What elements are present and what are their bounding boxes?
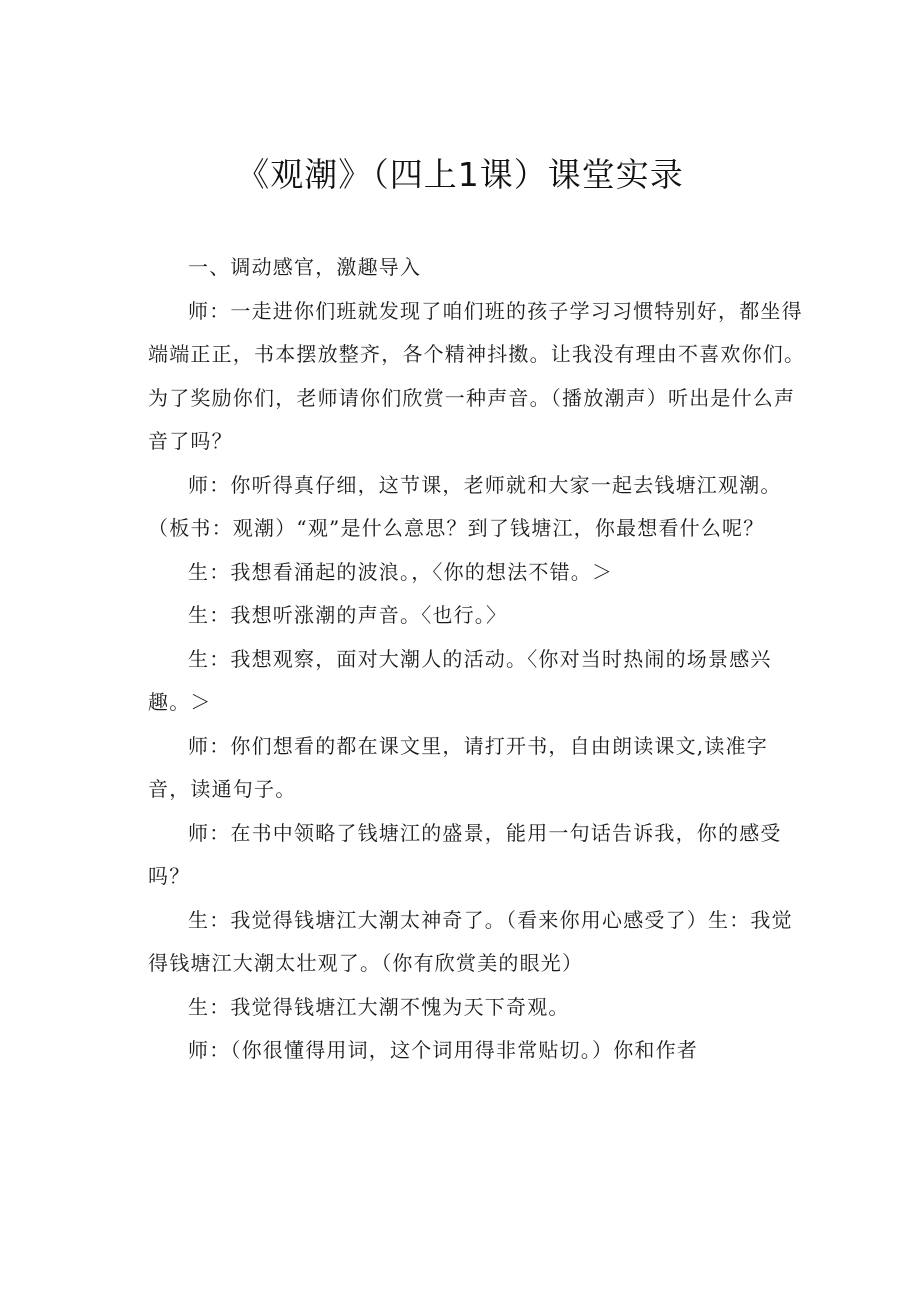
paragraph: 师：你听得真仔细，这节课，老师就和大家一起去钱塘江观潮。（板书：观潮）“观”是什么意思？到了钱塘江，你最想看什么呢？: [148, 472, 782, 540]
paragraph: 师：在书中领略了钱塘江的盛景，能用一句话告诉我，你的感受吗？: [148, 820, 782, 888]
document-title: 《观潮》（四上1课）课堂实录: [236, 155, 684, 194]
section-heading: 一、调动感官，激趣导入: [188, 255, 422, 279]
paragraph: 生：我想看涌起的波浪。，〈你的想法不错。＞: [188, 559, 614, 584]
document-body: [148, 246, 808, 1073]
paragraph: 生：我觉得钱塘江大潮不愧为天下奇观。: [188, 994, 570, 1019]
paragraph: 师：（你很懂得用词，这个词用得非常贴切。）你和作者: [188, 1038, 698, 1062]
paragraph: 生：我想观察，面对大潮人的活动。〈你对当时热闹的场景感兴趣。＞: [148, 646, 772, 714]
paragraph: 师：一走进你们班就发现了咱们班的孩子学习习惯特别好，都坐得端端正正，书本摆放整齐，各个精神抖擞。让我没有理由不喜欢你们。为了奖励你们，老师请你们欣赏一种声音。（播放潮声）听出是什么声音了吗？: [148, 298, 806, 453]
paragraph: 生：我觉得钱塘江大潮太神奇了。（看来你用心感受了）生：我觉得钱塘江大潮太壮观了。（你有欣赏美的眼光）: [148, 907, 793, 975]
paragraph: 生：我想听涨潮的声音。〈也行。〉: [188, 603, 508, 627]
paragraph: 师：你们想看的都在课文里，请打开书，自由朗读课文,读准字音，读通句子。: [148, 733, 768, 801]
